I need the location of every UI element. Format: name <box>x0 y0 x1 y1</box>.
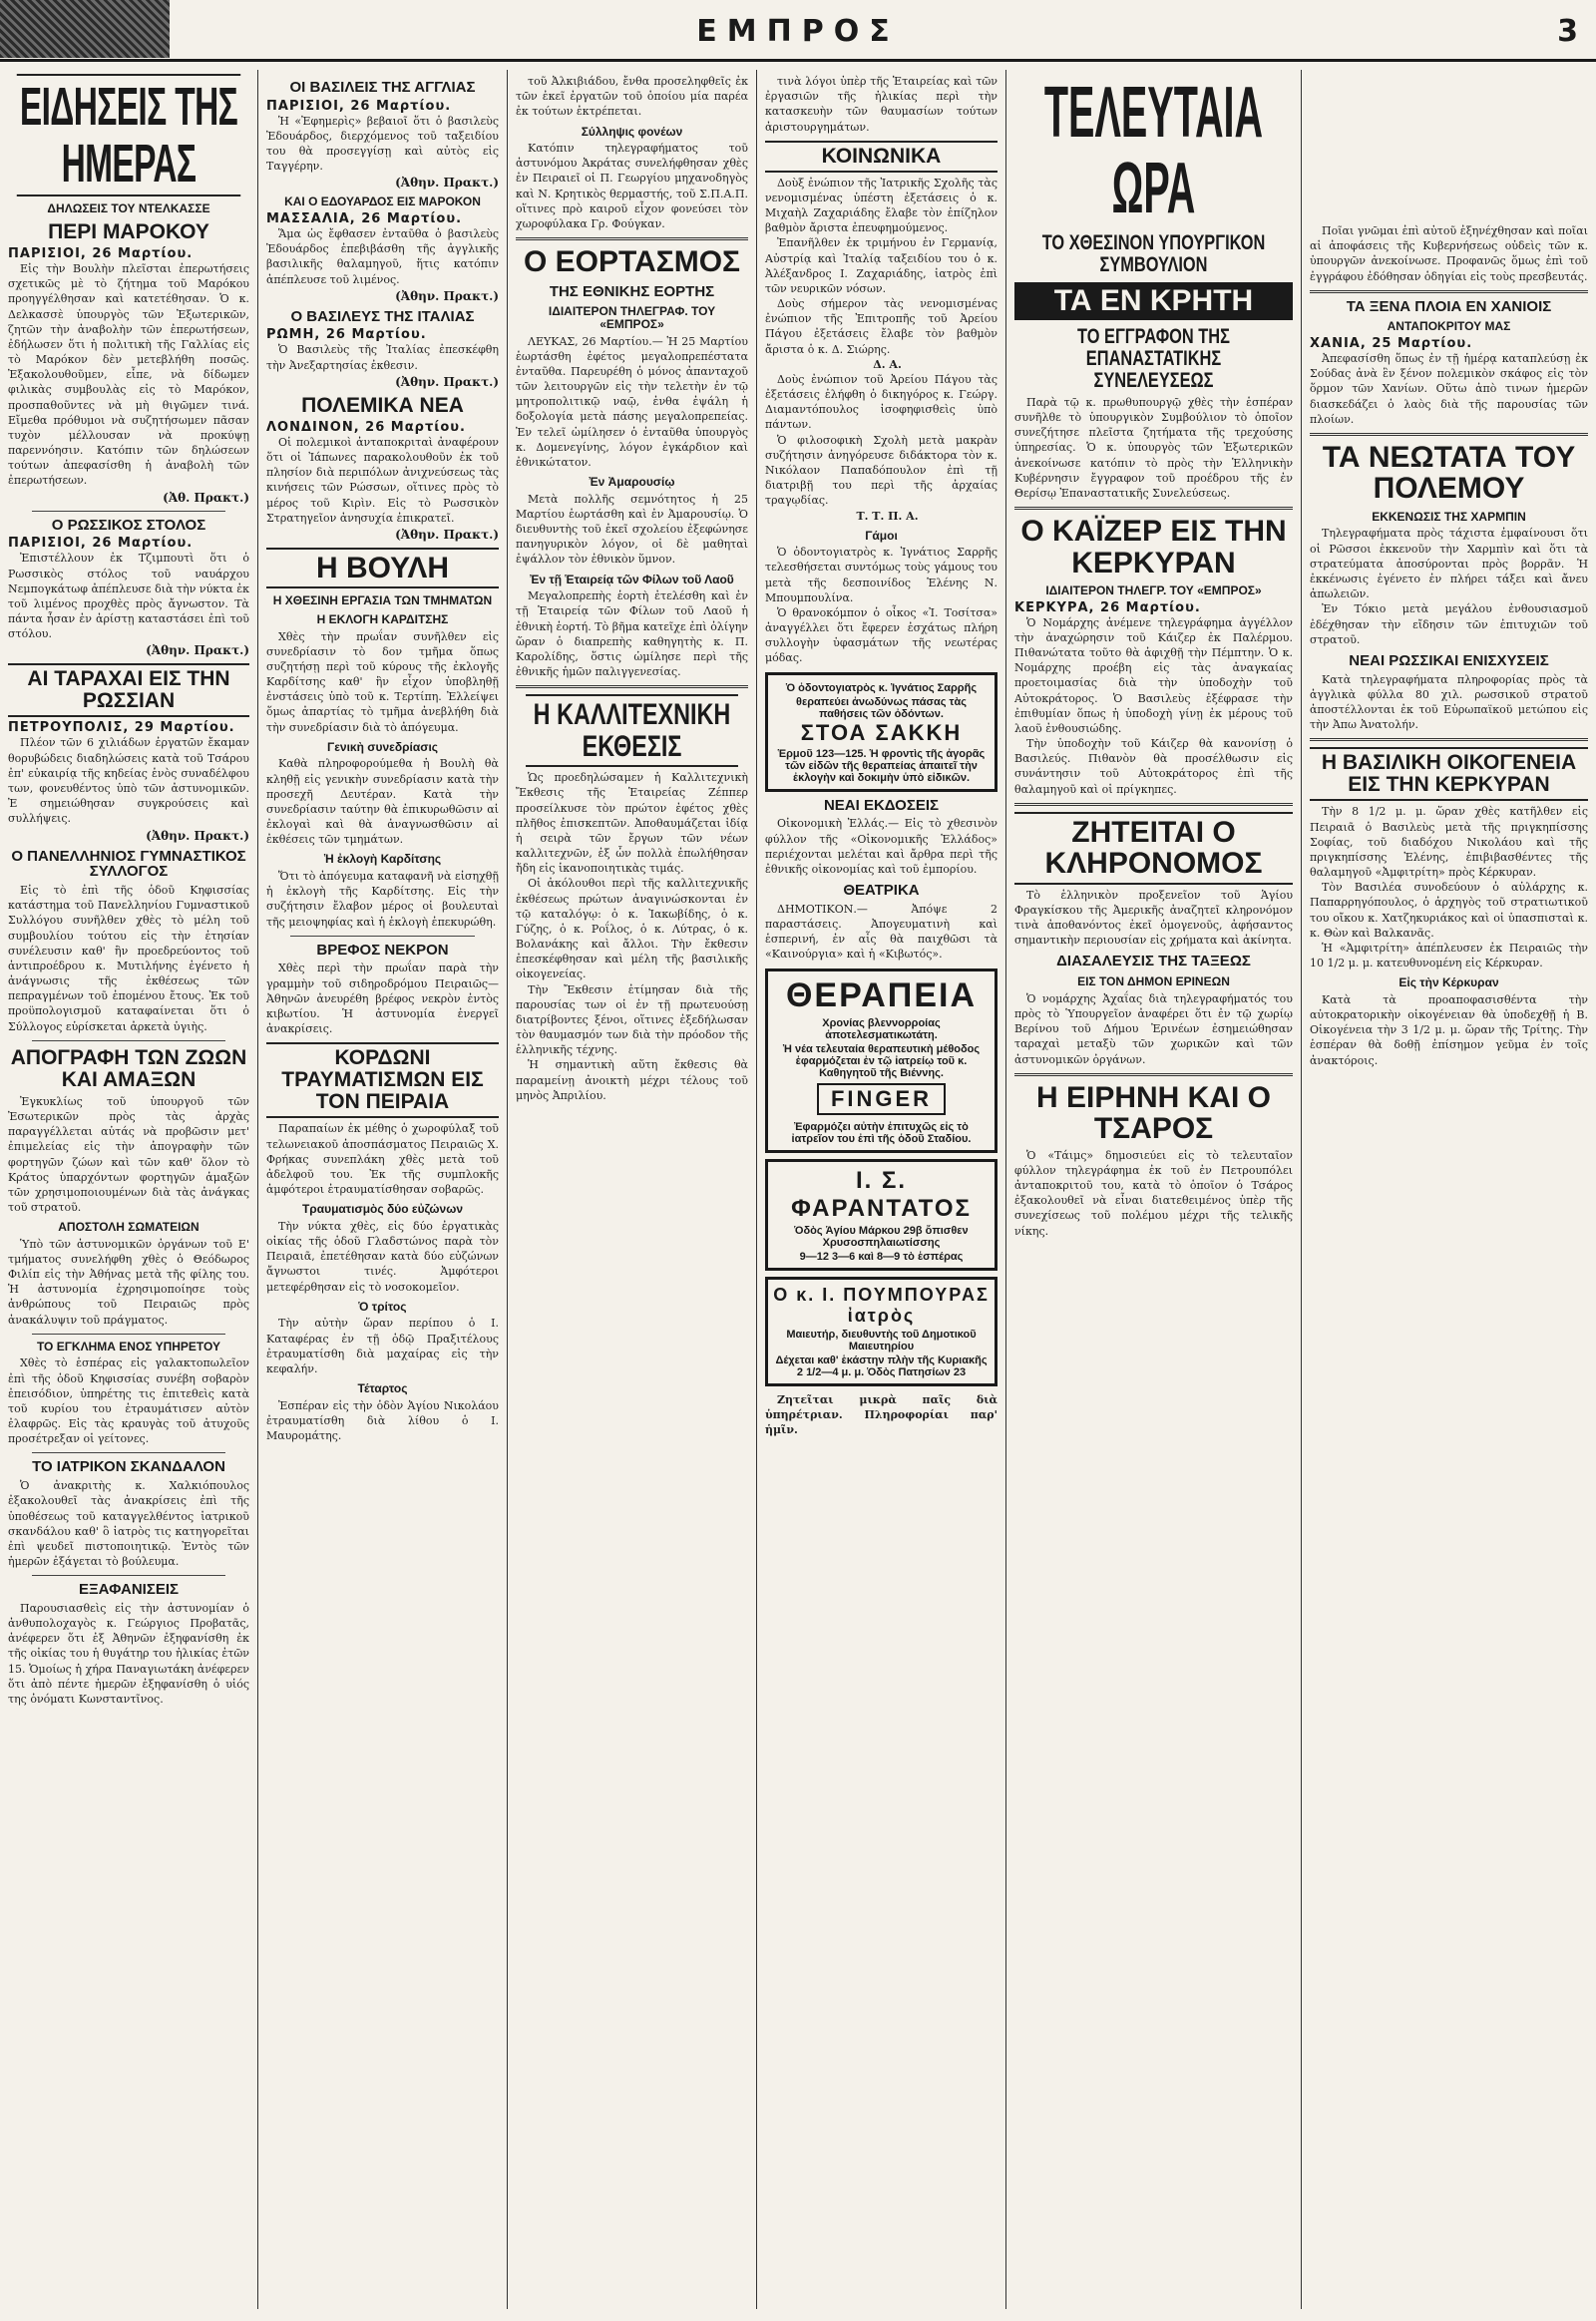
page-number: 3 <box>1557 14 1578 49</box>
article-body: Δοὺς σήμερον τὰς νενομισμένας ἐνώπιον τῆς Ἐπιτροπῆς τοῦ Ἀρείου Πάγου ἐξετάσεις ἔλαβε τὸν βαθμὸν ἄριστα ὁ κ. Δ. Σιώρης. <box>765 297 998 356</box>
article-title: Ο ΡΩΣΣΙΚΟΣ ΣΤΟΛΟΣ <box>51 516 206 534</box>
dateline: ΠΑΡΙΣΙΟΙ, 26 Μαρτίου. <box>8 536 194 552</box>
signature: Δ. Α. <box>873 357 902 371</box>
article-body: Τὴν αὐτὴν ὥραν περίπου ὁ Ι. Καταφέρας ἐν τῇ ὁδῷ Πραξιτέλους ἐτραυματίσθη διὰ μαχαίρας εἰς τὴν κεφαλήν. <box>266 1317 499 1375</box>
divider <box>1310 290 1588 293</box>
article-kicker: ΙΔΙΑΙΤΕΡΟΝ ΤΗΛΕΓΡ. ΤΟΥ «ΕΜΠΡΟΣ» <box>1045 583 1262 598</box>
article-title: ΕΞΑΦΑΝΙΣΕΙΣ <box>78 1581 179 1599</box>
article-body: Ἐγκυκλίως τοῦ ὑπουργοῦ τῶν Ἐσωτερικῶν πρὸς τὰς ἀρχὰς παραγγέλλεται αὐτάς νὰ προβῶσιν μετ' ἐπιμελείας εἰς τὴν ἀπογραφὴν τῶν φορτηγῶν ζώων καὶ τῶν καθ' ὅλον τὸ Κράτος ὑπαρχόντων φορτηγῶν ἁμαξῶν τῶν χρησιμοποιουμένων διὰ τὰς ἀνάγκας τοῦ στρατοῦ. <box>8 1094 249 1215</box>
article-title: ΤΕΛΕΥΤΑΙΑ ΩΡΑ <box>1043 73 1264 228</box>
ad-title: Ι. Σ. ΦΑΡΑΝΤΑΤΟΣ <box>791 1166 972 1222</box>
ad-address: ΣΤΟΑ ΣΑΚΚΗ <box>800 719 963 745</box>
article-title: ΖΗΤΕΙΤΑΙ Ο ΚΛΗΡΟΝΟΜΟΣ <box>1014 812 1293 885</box>
article-body: Ὡς προεδηλώσαμεν ἡ Καλλιτεχνικὴ Ἔκθεσις τῆς Ἑταιρείας Ζέππερ προσείλκυσε τὸν πρώτον ἐφέτος χθὲς πλῆθος ἐπισκεπτῶν. Ἀποθαυμάζεται ἰδίᾳ ἡ σειρὰ τῶν ἔργων τῶν νέων καλλιτεχνῶν, ἐξ ὧν πολλὰ ἐπωλήθησαν ἤδη εἰς ἱκανοποιητικὰς τιμάς. <box>516 771 748 876</box>
article-body: Ἐσπέραν εἰς τὴν ὁδὸν Ἀγίου Νικολάου ἐτραυματίσθη διὰ λίθου ὁ Ι. Μαυρομάτης. <box>266 1398 499 1442</box>
article-title: Ο ΒΑΣΙΛΕΥΣ ΤΗΣ ΙΤΑΛΙΑΣ <box>290 307 475 325</box>
article-body: Ὅτι τὸ ἀπόγευμα καταφανῆ νὰ εἰσηχθῇ ἡ ἐκλογὴ τῆς Καρδίτσης. Εἰς τὴν συζήτησιν ἔλαβον μέρος οἱ βουλευταὶ τῆς μειοψηφίας καὶ ἡ ἐκλογὴ ἐπεκυρώθη. <box>266 870 499 929</box>
article-subhead: Γενικὴ συνεδρίασις <box>326 739 439 754</box>
divider <box>32 1040 225 1041</box>
divider <box>516 237 748 240</box>
advertisement <box>765 968 998 1153</box>
article-body: Παραπαίων ἐκ μέθης ὁ χωροφύλαξ τοῦ τελωνειακοῦ ἀποσπάσματος Πειραιῶς Χ. Φρήκας συνεπλάκη χθὲς μετὰ τοῦ ἀδελφοῦ του. Ἐκ τῆς συμπλοκῆς ἀμφότεροι ἐτραυματίσθησαν σοβαρῶς. <box>266 1122 499 1197</box>
article-subhead: Τραυματισμὸς δύο εὐζώνων <box>301 1202 464 1217</box>
advertisement <box>765 1159 998 1271</box>
divider <box>516 685 748 688</box>
section-title: ΕΙΔΗΣΕΙΣ ΤΗΣ ΗΜΕΡΑΣ <box>17 74 240 196</box>
ad-hours: 9—12 3—6 καὶ 8—9 τὸ ἑσπέρας <box>799 1250 964 1263</box>
article-body: Ἡ «Ἐφημερὶς» βεβαιοῖ ὅτι ὁ βασιλεὺς Ἐδουάρδος, διερχόμενος τοῦ ταξειδίου του θὰ προσεγγίσῃ καὶ αὐτὸς εἰς Ταγγέρην. <box>266 114 499 174</box>
article-source: (Ἀθην. Πρακτ.) <box>146 643 249 658</box>
article-body: Χθὲς τὴν πρωΐαν συνῆλθεν εἰς συνεδρίασιν τὸ δον τμῆμα ὅπως συζητήσῃ περὶ τοῦ κύρους τῆς ἐκλογῆς Καρδίτσης καθ' ἣν εἶχον ὑποβληθῇ ἐνστάσεις ὑπὸ τοῦ κ. Τερτίπη. Ἐλλείψει ὅμως ἀπαρτίας τὸ τμῆμα ἀνεβλήθη διὰ τὴν συνεδρίασιν διὰ τὸ ἀπόγευμα. <box>266 629 499 734</box>
article-subtitle: ΕΚΚΕΝΩΣΙΣ ΤΗΣ ΧΑΡΜΠΙΝ <box>1372 509 1526 524</box>
article-source: (Ἀθην. Πρακτ.) <box>395 288 499 303</box>
divider <box>290 936 475 937</box>
article-source: (Ἀθην. Πρακτ.) <box>395 374 499 389</box>
article-body: Καθὰ πληροφορούμεθα ἡ Βουλὴ θὰ κληθῇ εἰς γενικὴν συνεδρίασιν κατὰ τὴν προσεχῆ Δευτέραν. Κατὰ τὴν συνεδρίασιν ταύτην θὰ ἐπικυρωθῶσιν αἱ ἐκλογαὶ καὶ θὰ ἀναγνωσθῶσιν αἱ ἐκθέσεις τῶν τμημάτων. <box>266 757 499 847</box>
article-body: Ἅμα ὡς ἔφθασεν ἐνταῦθα ὁ βασιλεὺς Ἐδουάρδος ἐπεβιβάσθη τῆς ἀγγλικῆς βασιλικῆς θαλαμηγοῦ, ἥτις κατόπιν ἀπέπλευσε τοῦ λιμένος. <box>266 227 499 286</box>
column-1 <box>0 70 257 2309</box>
article-body: Ποῖαι γνῶμαι ἐπὶ αὐτοῦ ἐξηνέχθησαν καὶ ποῖαι αἱ ἀποφάσεις τῆς Κυβερνήσεως οὐδεὶς τῶν κ. ὑπουργῶν ἀνεκοίνωσε. Προφανῶς ὅμως ἐπὶ τοῦ ἐγγράφου ἐδόθησαν ὁδηγίαι εἰς τοὺς πρεσβευτάς. <box>1310 224 1588 283</box>
ad-text: Ἐφαρμόζει αὐτὴν ἐπιτυχῶς εἰς τὸ ἰατρεῖον του ἐπὶ τῆς ὁδοῦ Σταδίου. <box>791 1120 972 1145</box>
article-body: Μετὰ πολλῆς σεμνότητος ἡ 25 Μαρτίου ἑωρτάσθη καὶ ἐν Ἀμαρουσίῳ. Ὁ διευθυντὴς τοῦ ἐκεῖ σχολείου ἐξεφώνησε πανηγυρικὸν λόγον, οἱ δὲ μαθηταὶ ἐψάλλον τὸν ἐθνικὸν ὕμνον. <box>516 492 748 567</box>
article-title: ΘΕΑΤΡΙΚΑ <box>843 882 920 900</box>
article-body: Τὴν νύκτα χθὲς, εἰς δύο ἐργατικὰς οἰκίας τῆς ὁδοῦ Γλαδστώνος παρὰ τὸν Πειραιᾶ, ἐπετέθησαν κατὰ δύο εὐζώνων ἄγνωστοι τινές. Ἀμφότεροι μετεφέρθησαν εἰς τὸ νοσοκομεῖον. <box>266 1219 499 1294</box>
article-subtitle: Η ΧΘΕΣΙΝΗ ΕΡΓΑΣΙΑ ΤΩΝ ΤΜΗΜΑΤΩΝ <box>272 593 493 608</box>
divider <box>1014 1073 1293 1076</box>
article-body: ΛΕΥΚΑΣ, 26 Μαρτίου.— Ἡ 25 Μαρτίου ἑωρτάσθη ἐφέτος μεγαλοπρεπέστατα ἐνταῦθα. Παρευρέθη ὁ μόνος ἀπανταχοῦ τῶν λειτουργῶν εἰς τὴν τελετὴν ἐν τῷ μητροπολιτικῷ ναῷ, ἐνθα ἐψάλη ἡ δοξολογία μετὰ πάσης μεγαλοπρεπείας. Ἐν τελεῖ ὡμίλησεν ὁ ἐνταῦθα ὑπουργὸς κ. Δομενεγίνης, λόγον ἐγκάρδιον καὶ ἐθνικώτατον. <box>516 334 748 469</box>
article-source: (Ἀθην. Πρακτ.) <box>395 176 499 191</box>
article-subhead: Τέταρτος <box>357 1381 408 1396</box>
dateline: ΠΑΡΙΣΙΟΙ, 26 Μαρτίου. <box>8 246 194 262</box>
article-title: ΚΟΙΝΩΝΙΚΑ <box>765 141 998 173</box>
divider <box>1310 738 1588 741</box>
article-subtitle: ΕΙΣ ΤΟΝ ΔΗΜΟΝ ΕΡΙΝΕΩΝ <box>1077 974 1230 989</box>
article-title: ΑΙ ΤΑΡΑΧΑΙ ΕΙΣ ΤΗΝ ΡΩΣΣΙΑΝ <box>8 663 249 717</box>
article-body: Τὴν ὑποδοχὴν τοῦ Κάιζερ θὰ κανονίσῃ ὁ Βασιλεύς. Πιθανὸν θὰ προσέλθωσιν εἰς συνάντησιν τοῦ Αὐτοκράτορος ἐπὶ τῆς θαλαμηγοῦ καὶ οἱ πρίγκηπες. <box>1014 737 1293 796</box>
article-subhead: Σύλληψις φονέων <box>581 124 683 139</box>
article-title: ΚΑΙ Ο ΕΔΟΥΑΡΔΟΣ ΕΙΣ ΜΑΡΟΚΟΝ <box>284 194 481 209</box>
article-subhead: Ἐν τῇ Ἑταιρείᾳ τῶν Φίλων τοῦ Λαοῦ <box>530 572 734 586</box>
column-4 <box>756 70 1005 2309</box>
article-body: Ἡ «Ἀμφιτρίτη» ἀπέπλευσεν ἐκ Πειραιῶς τὴν 10 1/2 μ. μ. κατευθυνομένη εἰς Κέρκυραν. <box>1310 941 1588 970</box>
article-body: Τὸν Βασιλέα συνοδεύουν ὁ αὐλάρχης κ. Παπαρρηγόπουλος, ὁ ἀρχηγὸς τοῦ στρατιωτικοῦ του οἴκου κ. Χατζηκυριάκος καὶ οἱ ὑπασπισταὶ κ. κ. Θὼν καὶ Βαλκανᾶς. <box>1310 881 1588 940</box>
article-body: Ἐπιστέλλουν ἐκ Τζιμπουτὶ ὅτι ὁ Ρωσσικὸς στόλος τοῦ ναυάρχου Νεμπογκάτωφ ἀπέπλευσε διὰ τὴν νύκτα ἐκ τοῦ λιμένος προχθὲς πρὸς ἄγνωστον. Τὰ πάντα ἦσαν ἐν ἀρίστῃ καταστάσει ἐπὶ τοῦ στόλου. <box>8 552 249 641</box>
article-subtitle: Η ΕΚΛΟΓΗ ΚΑΡΔΙΤΣΗΣ <box>316 611 449 626</box>
article-body: Χθὲς περὶ τὴν πρωΐαν παρὰ τὴν γραμμὴν τοῦ σιδηροδρόμου Πειραιῶς—Ἀθηνῶν ἀνευρέθη βρέφος νεκρὸν ἐντὸς κιβωτίου. Ἡ ἀστυνομία ἐνεργεῖ ἀνακρίσεις. <box>266 962 499 1036</box>
divider <box>32 511 225 512</box>
divider <box>1014 803 1293 806</box>
article-body: Οἰκονομικὴ Ἐλλάς.— Εἰς τὸ χθεσινὸν φύλλον τῆς «Οἰκονομικῆς Ἑλλάδος» περιέχονται μελέται καὶ ἄρθρα περὶ τῆς ἐθνικῆς οἰκονομίας καὶ τοῦ ἐμπορίου. <box>765 817 998 876</box>
article-body: Ὁ Βασιλεὺς τῆς Ἰταλίας ἐπεσκέφθη τὴν Ἀνεξαρτησίας ἐκθεσιν. <box>266 343 499 372</box>
article-body: ΔΗΜΟΤΙΚΟΝ.— Ἀπόψε 2 παραστάσεις. Ἀπογευματινὴ καὶ ἑσπερινή, ἐν αἷς θὰ παιχθῶσι τὰ «Καινούργια» καὶ ἡ «Κιβωτός». <box>765 902 998 962</box>
headline-overflow-space <box>1310 74 1588 223</box>
column-5 <box>1005 70 1301 2309</box>
article-body: Τὴν Ἔκθεσιν ἐτίμησαν διὰ τῆς παρουσίας των οἱ ἐν τῇ πρωτευούσῃ διατρίβοντες ξένοι, οἵτινες ἐξεδήλωσαν τὸν θαυμασμόν των διὰ τὴν πρόοδον τῆς ἑλληνικῆς τέχνης. <box>516 982 748 1057</box>
article-title: ΤΟ ΕΓΚΛΗΜΑ ΕΝΟΣ ΥΠΗΡΕΤΟΥ <box>36 1339 221 1354</box>
article-body: Κατὰ τηλεγραφήματα πληροφορίας πρὸς τὰ ἀγγλικὰ φύλλα 80 χιλ. ρωσσικοῦ στρατοῦ ἀποστέλλονται ἐκ τοῦ Εὐρωπαϊκοῦ μετώπου εἰς τὴν Ἀπω Ἀνατολήν. <box>1310 672 1588 732</box>
article-title: Η ΒΑΣΙΛΙΚΗ ΟΙΚΟΓΕΝΕΙΑ ΕΙΣ ΤΗΝ ΚΕΡΚΥΡΑΝ <box>1310 747 1588 801</box>
article-title: ΝΕΑΙ ΡΩΣΣΙΚΑΙ ΕΝΙΣΧΥΣΕΙΣ <box>1349 651 1549 669</box>
article-body: Ὁ Νομάρχης ἀνέμενε τηλεγράφημα ἀγγέλλον τὴν ἀναχώρησιν τοῦ Κάιζερ ἐκ Παλέρμου. Πιθανώτατα τοῦτο θὰ ἀφιχθῇ τὴν Πέμπτην. Ὁ κ. Νομάρχης προέβη εἰς τὰς ἀναγκαίας προετοιμασίας διὰ τὴν ὑποδοχὴν τοῦ Αὐτοκράτορος. Ὁ Βασιλεὺς ἐξέφρασε τὴν ἐπιθυμίαν ὅπως ἡ ὑποδοχὴ γίνῃ ἐκ μέρους τοῦ λαοῦ ἐνθουσιώδης. <box>1014 615 1293 735</box>
dateline: ΚΕΡΚΥΡΑ, 26 Μαρτίου. <box>1014 599 1201 615</box>
article-body: Ἀπεφασίσθη ὅπως ἐν τῇ ἡμέρᾳ καταπλεύσῃ ἐκ Σούδας ἀνὰ ἓν ξένον πολεμικὸν σκάφος εἰς τὸν ὅρμον τῶν Χανίων. Οὕτω ἀπὸ τινων ἡμερῶν διασκεδάζει ὁ λαὸς διὰ τῆς παρουσίας τῶν πλοίων. <box>1310 352 1588 426</box>
article-title: ΠΕΡΙ ΜΑΡΟΚΟΥ <box>48 219 209 243</box>
article-body: Πλέον τῶν 6 χιλιάδων ἐργατῶν ἔκαμαν θορυβώδεις διαδηλώσεις κατὰ τοῦ Τσάρου ἐπ' εὐκαιρίᾳ τῆς κηδείας ἑνὸς συναδέλφου των, φονευθέντος ὑπὸ τῶν ἀστυνομικῶν. Ἐ σημειώθησαν συγκρούσεις καὶ συλλήψεις. <box>8 736 249 826</box>
article-title: Η ΒΟΥΛΗ <box>266 548 499 589</box>
article-body: Ὁ ἀνακριτὴς κ. Χαλκιόπουλος ἐξακολουθεῖ τὰς ἀνακρίσεις ἐπὶ τῆς ὑποθέσεως τοῦ καταγγελθέντος ἰατρικοῦ σκανδάλου καθ' ὃ ἰατρὸς τις κατηγορεῖται ἐπὶ ψευδεῖ πιστοποιητικῷ. Ἐντὸς τῶν ἡμερῶν ἐξάγεται τὸ βούλευμα. <box>8 1479 249 1569</box>
article-subhead: Γάμοι <box>865 528 898 543</box>
article-body: τοῦ Ἀλκιβιάδου, ἔνθα προσεληφθεῖς ἐκ τῶν ἐκεῖ ἐργατῶν τοῦ ὁποίου μία παρέα ἐκ τούτων ἐκτρέπεται. <box>516 75 748 119</box>
ad-text: Ἑρμοῦ 123—125. Ἡ φροντὶς τῆς ἀγορᾶς τῶν εἰδῶν τῆς θεραπείας ἀπαιτεῖ τὴν ἐκλογὴν καὶ δοκιμὴν ὑπὸ εἰδικῶν. <box>777 747 986 784</box>
article-title: Ο ΚΑΪΖΕΡ ΕΙΣ ΤΗΝ ΚΕΡΚΥΡΑΝ <box>1020 515 1287 580</box>
article-title: ΝΕΑΙ ΕΚΔΟΣΕΙΣ <box>823 796 940 814</box>
article-body: Κατὰ τὰ προαποφασισθέντα τὴν αὐτοκρατορικὴν οἰκογένειαν θὰ ὑποδεχθῇ ἡ Β. Οἰκογένεια τὴν 3 1/2 μ. μ. ὥραν τῆς Τρίτης. Τὴν ἑσπέραν θὰ δοθῇ ἐπίσημον γεῦμα ἐν τοῖς ἀνακτόροις. <box>1310 992 1588 1067</box>
article-body: Κατόπιν τηλεγραφήματος τοῦ ἀστυνόμου Ἀκράτας συνελήφθησαν χθὲς ἐν Πειραιεῖ οἱ Π. Γεωργίου μηχανοδηγὸς καὶ Ν. Κρητικὸς θερμαστής, τοῦ Σ.Π.Α.Π. οἵτινες πρὸ καιροῦ εἶχον φονεύσει τὸν χωροφύλακα Γρ. Φούγκαν. <box>516 142 748 230</box>
divider <box>32 1452 225 1453</box>
article-body: Ὁ ὀδοντογιατρὸς κ. Ἰγνάτιος Σαρρῆς τελεσθήσεται συντόμως τοὺς γάμους του μετὰ τῆς δεσποινίδος Ἑλένης Ν. Μπουμπουλίνα. <box>765 546 998 604</box>
signature: Τ. Τ. Π. Α. <box>856 509 919 523</box>
article-subhead: Ἡ ἐκλογὴ Καρδίτσης <box>323 852 442 867</box>
advertisement <box>765 672 998 792</box>
article-body: Ὁ φιλοσοφικὴ Σχολὴ μετὰ μακρὰν συζήτησιν ἀνηγόρευσε διδάκτορα τὸν κ. Νικόλαον Παπαδόπουλον ἐπὶ τῇ διατριβῇ του περὶ τῆς ἀρχαίας τραγῳδίας. <box>765 433 998 508</box>
article-subtitle: ΤΗΣ ΕΘΝΙΚΗΣ ΕΟΡΤΗΣ <box>549 282 715 300</box>
article-body: Ὁ νομάρχης Ἀχαΐας διὰ τηλεγραφήματός του πρὸς τὸ Ὑπουργεῖον ἀναφέρει ὅτι ἐν τῷ χωρίῳ Βερίνου τοῦ Δήμου Ἐρινέων ἐσημειώθησαν ταραχαὶ μεταξὺ τῶν χωρικῶν καὶ τῶν ἀστυνομικῶν ὀργάνων. <box>1014 991 1293 1066</box>
article-body: Οἱ πολεμικοὶ ἀνταποκριταὶ ἀναφέρουν ὅτι οἱ Ἰάπωνες παρακολουθοῦν ἐκ τοῦ πλησίον διὰ περιπόλων ἀνιχνεύσεως τὰς κινήσεις τῶν Ρώσσων, οἵτινες πρὸς τὸ μέρος τοῦ Κιρὶν. Εἰς τὸ Ρωσσικὸν Στρατηγεῖον ἀνησυχία ἐπικρατεῖ. <box>266 435 499 525</box>
dateline: ΠΑΡΙΣΙΟΙ, 26 Μαρτίου. <box>266 98 452 114</box>
article-body: Εἰς τὸ ἐπὶ τῆς ὁδοῦ Κηφισσίας κατάστημα τοῦ Πανελληνίου Γυμναστικοῦ Συλλόγου συνῆλθεν χθὲς τὸ μέλη τοῦ συμβουλίου τούτου εἰς τὴν ἐτησίαν συνέλευσιν καθ' ἣν προεδρεύοντος τοῦ ἀντιπροέδρου κ. Μυτιλήνης ἐγένετο ἡ ἀνάγνωσις τῆς ἐκθέσεως τῶν πεπραγμένων τοῦ ἐπομένου ἔτους. Ἐκ τοῦ προϋπολογισμοῦ καταφαίνεται ὅτι ὁ Σύλλογος εὑρίσκεται ἀρκετὰ ὑγιὴς. <box>8 884 249 1033</box>
article-body: Παρὰ τῷ κ. πρωθυπουργῷ χθὲς τὴν ἑσπέραν συνῆλθε τὸ ὑπουργικὸν Συμβούλιον τὸ ὁποῖον συνεζήτησε πλεῖστα ζητήματα τῆς τρεχούσης ὑπηρεσίας. Ὁ κ. ὑπουργὸς τῶν Ἐξωτερικῶν ἀνεκοίνωσε κατόπιν τὸ πρὸς τὴν Ἑλληνικὴν Κυβέρνησιν ἔγγραφον τοῦ προέδρου τῆς ἐν Θερίσῳ Ἐπαναστατικῆς Συνελεύσεως. <box>1014 395 1293 500</box>
article-body: Χθὲς τὸ ἑσπέρας εἰς γαλακτοπωλεῖον ἐπὶ τῆς ὁδοῦ Κηφισσίας συνέβη σοβαρὸν ἐπεισόδιον, ὑπηρέτης τις ἐπιτεθεὶς κατὰ τοῦ κυρίου του ἐτραυμάτισεν αὐτὸν ἐλαφρῶς. Εἰς τὰς κραυγὰς τοῦ ἀτυχοῦς προσέτρεξαν οἱ γείτονες. <box>8 1356 249 1446</box>
article-body: Εἰς τὴν Βουλὴν πλεῖσται ἐπερωτήσεις σχετικῶς μὲ τὸ ζήτημα τοῦ Μαρόκου προηγγέλθησαν καὶ κατετέθησαν. Ὁ κ. Δελκασσὲ ὑπουργὸς τῶν Ἐξωτερικῶν, ζητῶν τὴν ἀναβολὴν τῶν ἐπερωτήσεων, ἐδήλωσεν ὅτι ἡ πολιτικὴ τῆς Γαλλίας εἰς τὸ Μαρόκον δὲν μετεβλήθη ποσῶς. Ἐξακολουθοῦμεν, εἶπε, νὰ δίδωμεν φιλικὰς συμβουλὰς εἰς τὸ Μαρόκον, προσπαθοῦντες νὰ μὴ θιγῶμεν τινά. Εἴμεθα πρόθυμοι νὰ συζητήσωμεν πᾶσαν τυχὸν μέλλουσαν νὰ προκύψῃ παρεννόησιν. Κατόπιν τῶν δηλώσεων τούτων ἀπεφασίσθη ἡ ἀναβολὴ τῶν ἐπερωτήσεων. <box>8 262 249 488</box>
article-title: ΑΠΟΣΤΟΛΗ ΣΩΜΑΤΕΙΩΝ <box>58 1220 200 1235</box>
article-title: ΚΟΡΔΩΝΙ ΤΡΑΥΜΑΤΙΣΜΩΝ ΕΙΣ ΤΟΝ ΠΕΙΡΑΙΑ <box>266 1042 499 1118</box>
article-title: ΑΠΟΓΡΑΦΗ ΤΩΝ ΖΩΩΝ ΚΑΙ ΑΜΑΞΩΝ <box>10 1045 247 1091</box>
article-title: ΔΙΑΣΑΛΕΥΣΙΣ ΤΗΣ ΤΑΞΕΩΣ <box>1056 953 1251 970</box>
ad-text: θεραπεύει ἀνωδύνως πάσας τὰς παθήσεις τῶν ὀδόντων. <box>796 695 967 720</box>
ad-text: Ἡ νέα τελευταία θεραπευτικὴ μέθοδος ἐφαρμόζεται ἐν τῷ ἰατρείῳ τοῦ κ. Καθηγητοῦ τῆς Βιέννης. <box>782 1042 981 1079</box>
article-kicker: ΔΗΛΩΣΕΙΣ ΤΟΥ ΝΤΕΛΚΑΣΣΕ <box>47 201 210 216</box>
article-kicker: ΙΔΙΑΙΤΕΡΟΝ ΤΗΛΕΓΡΑΦ. ΤΟΥ «ΕΜΠΡΟΣ» <box>548 304 716 331</box>
article-title: ΤΑ ΞΕΝΑ ΠΛΟΙΑ ΕΝ ΧΑΝΙΟΙΣ <box>1346 297 1552 315</box>
masthead <box>0 0 1596 62</box>
ad-text: Μαιευτήρ, διευθυντὴς τοῦ Δημοτικοῦ Μαιευτηρίου <box>786 1328 977 1353</box>
article-body: Παρουσιασθεὶς εἰς τὴν ἀστυνομίαν ὁ ἀνθυπολοχαγὸς κ. Γεώργιος Προβατᾶς, ἀνέφερεν ὅτι ἐξ Ἀθηνῶν ἐξηφανίσθη ἐκ τῆς οἰκίας του ἡ θυγάτηρ του ἡλικίας ἐτῶν 15. Ὁμοίως ἡ χήρα Παναγιωτάκη ἀνέφερεν ὅτι ἀπὸ πέντε ἡμερῶν ἐξηφανίσθη ὁ υἱός της ὀνόματι Κωνσταντῖνος. <box>8 1601 249 1706</box>
column-2 <box>257 70 507 2309</box>
article-title: Ο ΠΑΝΕΛΛΗΝΙΟΣ ΓΥΜΝΑΣΤΙΚΟΣ ΣΥΛΛΟΓΟΣ <box>11 847 246 881</box>
article-title: Ο ΕΟΡΤΑΣΜΟΣ <box>523 245 741 279</box>
divider <box>32 1575 225 1576</box>
ad-title: Ὁ ὀδοντογιατρὸς κ. Ἰγνάτιος Σαρρῆς <box>785 681 978 694</box>
dateline: ΜΑΣΣΑΛΙΑ, 26 Μαρτίου. <box>266 211 463 227</box>
classified: Ζητεῖται μικρὰ παῖς διὰ ὑπηρέτριαν. Πληροφορίαι παρ' ἡμῖν. <box>765 1392 998 1436</box>
column-6 <box>1301 70 1596 2309</box>
article-body: Δοὺς ἐνώπιον τοῦ Ἀρείου Πάγου τὰς ἐξετάσεις ἐλήφθη ὁ δικηγόρος κ. Γεώργ. Διαμαντόπουλος ἰσοφηφισθεὶς ὑπὸ πάντων. <box>765 372 998 432</box>
dateline: ΛΟΝΔΙΝΟΝ, 26 Μαρτίου. <box>266 419 466 435</box>
article-body: Ἡ σημαντικὴ αὕτη ἔκθεσις θὰ παραμείνῃ ἀνοικτὴ μέχρι τέλους τοῦ μηνὸς Ἀπριλίου. <box>516 1058 748 1102</box>
article-subhead: Εἰς τὴν Κέρκυραν <box>1398 975 1499 990</box>
article-subhead: Ἐν Ἀμαρουσίῳ <box>589 475 675 490</box>
ad-text: Ὁδὸς Ἁγίου Μάρκου 29β ὄπισθεν Χρυσοσπηλαιωτίσσης <box>794 1224 969 1249</box>
article-subtitle: ΤΟ ΕΓΓΡΑΦΟΝ ΤΗΣ ΕΠΑΝΑΣΤΑΤΙΚΗΣ ΣΥΝΕΛΕΥΣΕΩΣ <box>1077 324 1230 392</box>
dateline: ΠΕΤΡΟΥΠΟΛΙΣ, 29 Μαρτίου. <box>8 720 235 736</box>
article-body: Μεγαλοπρεπὴς ἑορτὴ ἐτελέσθη καὶ ἐν τῇ Ἑταιρείᾳ τῶν Φίλων τοῦ Λαοῦ ἡ ἐθνικὴ ἑορτή. Τὸ βῆμα κατεῖχε ἐπὶ ὀλίγην ὥραν ὁ διαπρεπὴς καθηγητὴς κ. Π. Καρολίδης, ὅστις ὡμίλησε περὶ τῆς ἐθνικῆς ἡμῶν παλιγγενεσίας. <box>516 589 748 679</box>
article-body: Τὸ ἑλληνικὸν προξενεῖον τοῦ Ἁγίου Φραγκίσκου τῆς Ἀμερικῆς ἀναζητεῖ κληρονόμον τινὰ ἀποθανόντος ἐκεῖ ὁμογενοῦς, ἀφήσαντος σημαντικὴν περιουσίαν εἰς χρήματα καὶ ἀκίνητα. <box>1014 888 1293 948</box>
ad-text: Δέχεται καθ' ἑκάστην πλὴν τῆς Κυριακῆς 2 1/2—4 μ. μ. Ὁδὸς Πατησίων 23 <box>775 1354 988 1378</box>
article-body: Ἐπανῆλθεν ἐκ τριμήνου ἐν Γερμανίᾳ, Αὐστρίᾳ καὶ Ἰταλίᾳ ταξειδίου του ὁ κ. Ἀλέξανδρος Ι. Ζαχαριάδης, ἰατρὸς ἐπὶ τῶν νευρικῶν νόσων. <box>765 236 998 295</box>
article-title: Η ΚΑΛΛΙΤΕΧΝΙΚΗ ΕΚΘΕΣΙΣ <box>526 694 738 767</box>
article-subhead: Ὁ τρίτος <box>358 1299 407 1314</box>
ad-title: Ο κ. Ι. ΠΟΥΜΠΟΥΡΑΣ ἰατρὸς <box>773 1284 990 1326</box>
dateline: ΧΑΝΙΑ, 25 Μαρτίου. <box>1310 336 1473 352</box>
column-3 <box>507 70 756 2309</box>
divider <box>1014 507 1293 510</box>
article-title: ΤΑ ΕΝ ΚΡΗΤΗ <box>1014 282 1293 320</box>
dateline: ΡΩΜΗ, 26 Μαρτίου. <box>266 327 427 343</box>
article-source: (Ἀθ. Πρακτ.) <box>163 490 249 505</box>
ad-finger-label: FINGER <box>817 1083 946 1115</box>
article-body: Δοὺξ ἐνώπιον τῆς Ἰατρικῆς Σχολῆς τὰς νενομισμένας ὑπέστη ἐξετάσεις ὁ κ. Μιχαὴλ Ζαχαριάδης ἔλαβε τὸν ἐπίζηλον βαθμὸν ἄριστα ἐπευφημούμενος. <box>765 176 998 235</box>
article-body: Ἐν Τόκιο μετὰ μεγάλου ἐνθουσιασμοῦ ἐδέχθησαν τὴν εἴδησιν τῶν ἐπιτυχιῶν τοῦ στρατοῦ. <box>1310 602 1588 646</box>
advertisement <box>765 1277 998 1386</box>
article-body: Τὴν 8 1/2 μ. μ. ὥραν χθὲς κατῆλθεν εἰς Πειραιᾶ ὁ Βασιλεὺς μετὰ τῆς πριγκηπίσσης Σοφίας, τοῦ διαδόχου Νικολάου καὶ τῆς πριγκηπίσσης Ἑλένης, ἐπιβιβασθέντες τῆς θαλαμηγοῦ «Ἀμφιτρίτη» πρὸς Κέρκυραν. <box>1310 805 1588 880</box>
paper-name: ΕΜΠΡΟΣ <box>696 14 900 49</box>
article-title: ΤΑ ΝΕΩΤΑΤΑ ΤΟΥ ΠΟΛΕΜΟΥ <box>1322 440 1576 506</box>
ad-title: ΘΕΡΑΠΕΙΑ <box>785 975 978 1014</box>
article-body: Ὑπὸ τῶν ἀστυνομικῶν ὀργάνων τοῦ Ε' τμήματος συνελήφθη χθὲς ὁ Θεόδωρος Φιλίπ εἰς τὴν Ἀθήνας μετὰ τῆς φίλης του. Ἡ ἀστυνομία ἐχρησιμοποίησε τοὺς ἀνθρώπους τοῦ Πειραιῶς πρὸς ἀνακάλυψιν τοῦ πράγματος. <box>8 1237 249 1327</box>
article-title: Η ΕΙΡΗΝΗ ΚΑΙ Ο ΤΣΑΡΟΣ <box>1035 1080 1272 1146</box>
divider <box>1310 433 1588 436</box>
divider <box>32 1334 225 1335</box>
article-body: τινὰ λόγοι ὑπὲρ τῆς Ἑταιρείας καὶ τῶν ἐργασιῶν τῆς ἡλικίας περὶ τὴν κατασκευὴν τῶν θαυμασίων τούτων ἀριστουργημάτων. <box>765 75 998 134</box>
article-body: Ὁ θρανοκόμπον ὁ οἶκος «Ἰ. Τοσίτσα» ἀναγγέλλει ὅτι ἔφερεν ἐσχάτως πλήρη συλλογὴν ὑφασμάτων τῆς νεωτέρας μόδας. <box>765 605 998 665</box>
article-title: ΒΡΕΦΟΣ ΝΕΚΡΟΝ <box>316 941 449 959</box>
article-title: ΟΙ ΒΑΣΙΛΕΙΣ ΤΗΣ ΑΓΓΛΙΑΣ <box>289 79 476 96</box>
article-kicker: ΑΝΤΑΠΟΚΡΙΤΟΥ ΜΑΣ <box>1387 319 1511 334</box>
article-body: Ὁ «Τάιμς» δημοσιεύει εἰς τὸ τελευταῖον φύλλον τηλεγράφημα ἐκ τοῦ ἐν Πετρουπόλει ἀνταποκριτοῦ του, κατὰ τὸ ὁποῖον ὁ Τσάρος ἐξακολουθεῖ νὰ εἶναι διατεθειμένος ὑπὲρ τῆς συνεχίσεως τοῦ πολέμου μέχρι τῆς τελικῆς νίκης. <box>1014 1148 1293 1238</box>
article-body: Οἱ ἀκόλουθοι περὶ τῆς καλλιτεχνικῆς ἐκθέσεως πρώτων ἀναγινώσκονται ἐν τῷ καταλόγῳ: ὁ κ. Ἰακωβίδης, ὁ κ. Γύζης, ὁ κ. Ροΐλος, ὁ κ. Λύτρας, ὁ κ. Βολανάκης καὶ ἄλλοι. Τὴν ἔκθεσιν ἐπεσκέφθησαν καὶ μέλη τῆς βασιλικῆς οἰκογενείας. <box>516 877 748 981</box>
article-body: Τηλεγραφήματα πρὸς τάχιστα ἐμφαίνουσι ὅτι οἱ Ρῶσσοι ἐκκενοῦν τὴν Χαρμπὶν καὶ ὅτι τὰ στρατεύματα ἀποσύρονται πρὸς βορρᾶν. Ἡ ἐκκένωσις ἐγένετο ἐν πλήρει τάξει καὶ ἄνευ ἀπωλειῶν. <box>1310 527 1588 601</box>
article-source: (Ἀθην. Πρακτ.) <box>146 828 249 843</box>
article-title: ΠΟΛΕΜΙΚΑ ΝΕΑ <box>301 393 464 417</box>
article-title: ΤΟ ΙΑΤΡΙΚΟΝ ΣΚΑΝΔΑΛΟΝ <box>32 1458 225 1476</box>
article-source: (Ἀθην. Πρακτ.) <box>395 527 499 542</box>
article-subtitle: ΤΟ ΧΘΕΣΙΝΟΝ ΥΠΟΥΡΓΙΚΟΝ ΣΥΜΒΟΥΛΙΟΝ <box>1041 231 1266 277</box>
ad-subtitle: Χρονίας βλεννορροίας ἀποτελεσματικωτάτη. <box>822 1016 941 1041</box>
